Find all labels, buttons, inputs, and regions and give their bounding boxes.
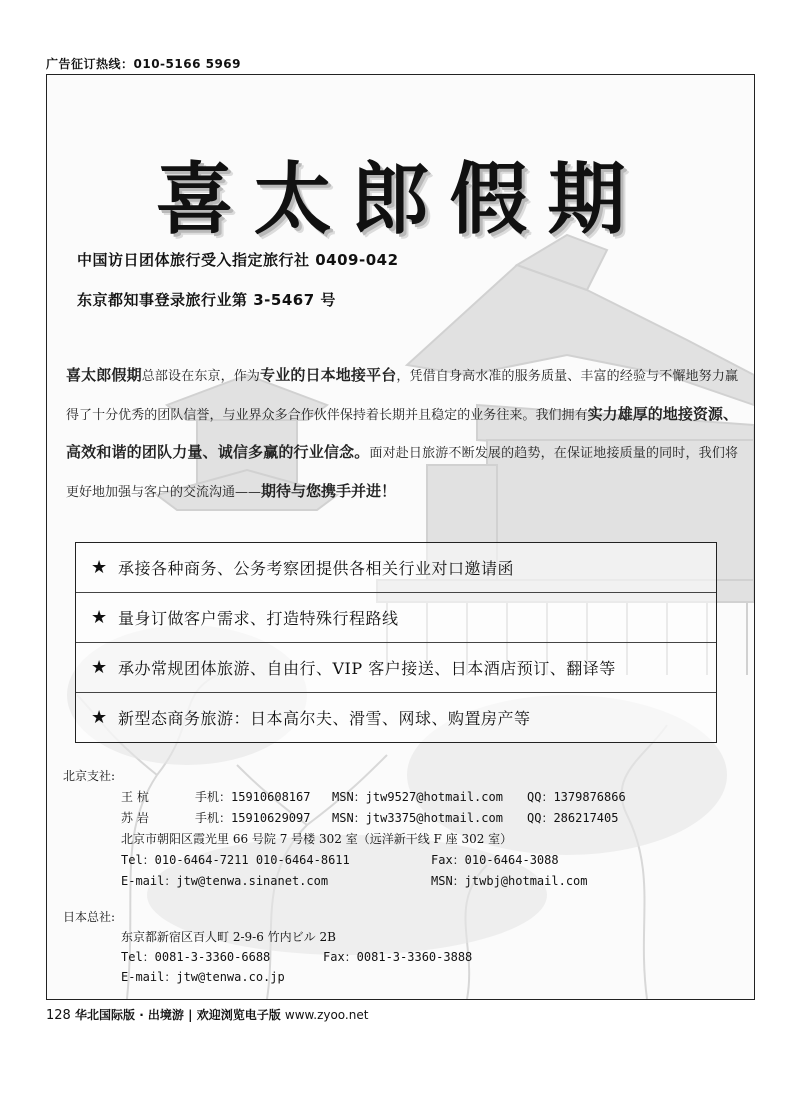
service-item: ★ 承接各种商务、公务考察团提供各相关行业对口邀请函 (91, 557, 515, 578)
japan-heading: 日本总社: (63, 910, 116, 924)
ad-frame (46, 74, 755, 1000)
japan-address: 东京都新宿区百人町 2-9-6 竹内ビル 2B (121, 930, 336, 944)
website-link[interactable]: www.zyoo.net (284, 1008, 369, 1022)
service-item: ★ 承办常规团体旅游、自由行、VIP 客户接送、日本酒店预订、翻译等 (76, 642, 716, 692)
beijing-email[interactable]: E-mail：jtw@tenwa.sinanet.com (121, 874, 329, 888)
star-icon: ★ (91, 707, 108, 728)
brand-name: 喜太郎假期 (66, 366, 142, 384)
registration-line-1: 中国访日团体旅行受入指定旅行社 0409-042 (77, 251, 399, 269)
page-number: 128 (46, 1008, 71, 1023)
page-footer: 128 华北国际版 · 出境游 | 欢迎浏览电子版 www.zyoo.net (46, 1008, 369, 1023)
beijing-tel: Tel：010-6464-7211 010-6464-8611 (121, 853, 350, 867)
beijing-address: 北京市朝阳区霞光里 66 号院 7 号楼 302 室（远洋新干线 F 座 302 室） (121, 832, 513, 846)
services-list (75, 542, 717, 743)
japan-tel: Tel：0081-3-3360-6688 (121, 950, 271, 964)
star-icon: ★ (91, 657, 108, 678)
intro-paragraph: 喜太郎假期总部设在东京，作为专业的日本地接平台，凭借自身高水准的服务质量、丰富的经验与不懈地努力赢得了十分优秀的团队信誉，与业界众多合作伙伴保持着长期并且稳定的业务往来。我们拥有实力雄厚的地接资源、高效和谐的团队力量、诚信多赢的行业信念。面对赴日旅游不断发展的趋势，在保证地接质量的同时，我们将更好地加强与客户的交流沟通——期待与您携手并进！ (66, 366, 738, 500)
star-icon: ★ (91, 607, 108, 628)
service-item: ★ 新型态商务旅游：日本高尔夫、滑雪、网球、购置房产等 (76, 692, 716, 742)
service-item: ★ 量身订做客户需求、打造特殊行程路线 (76, 592, 716, 642)
staff-contact: 王 杭 手机：15910608167 MSN：jtw9527@hotmail.com QQ：1379876866 (121, 790, 626, 804)
beijing-msn[interactable]: MSN：jtwbj@hotmail.com (431, 874, 588, 888)
registration-line-2: 东京都知事登录旅行业第 3-5467 号 (77, 291, 336, 309)
ebook-label: 欢迎浏览电子版 (196, 1008, 281, 1022)
japan-email[interactable]: E-mail：jtw@tenwa.co.jp (121, 970, 285, 984)
beijing-fax: Fax：010-6464-3088 (431, 853, 559, 867)
ad-hotline: 广告征订热线：010-5166 5969 (46, 57, 242, 71)
star-icon: ★ (91, 557, 108, 578)
japan-fax: Fax：0081-3-3360-3888 (323, 950, 473, 964)
beijing-heading: 北京支社: (63, 769, 116, 783)
ad-title: 喜太郎假期 (155, 154, 646, 245)
magazine-name: 华北国际版 · 出境游 (75, 1008, 184, 1022)
staff-contact: 苏 岩 手机：15910629097 MSN：jtw3375@hotmail.com QQ：286217405 (121, 811, 619, 825)
